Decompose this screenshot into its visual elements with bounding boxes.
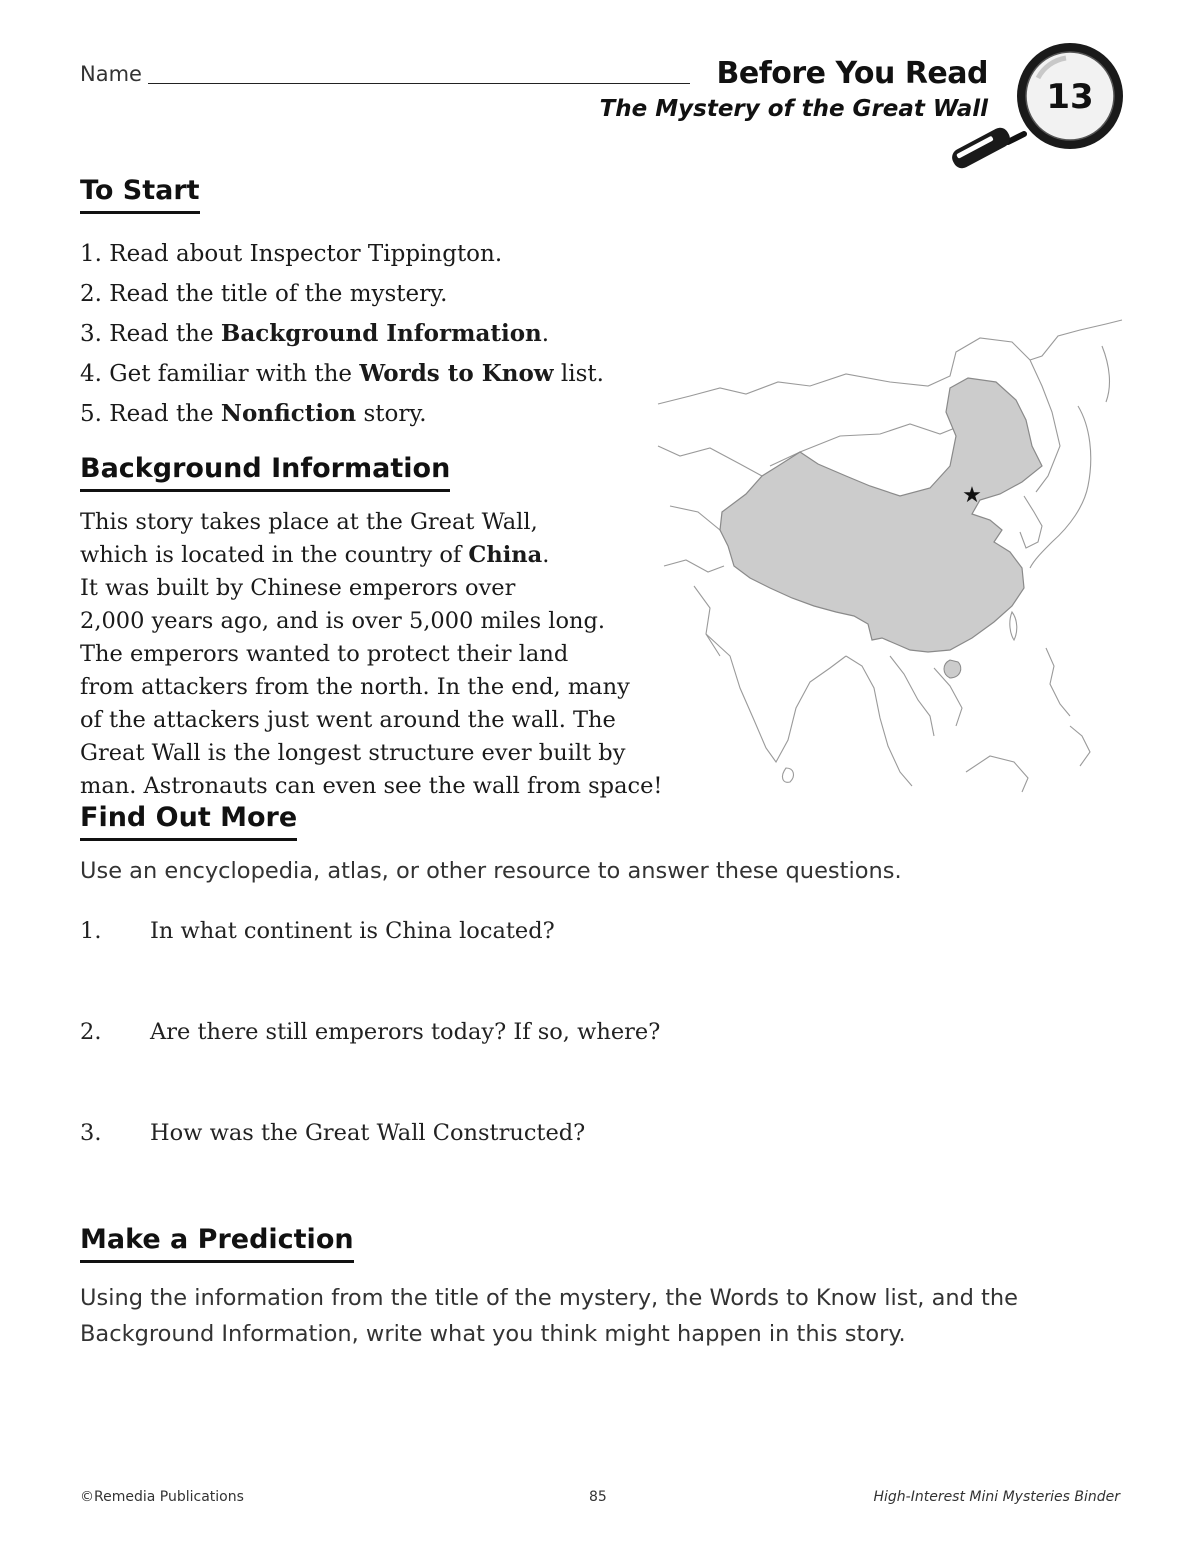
paragraph-line: Background Information, write what you think might happen in this story. <box>80 1321 906 1347</box>
prediction-instruction <box>80 1280 1120 1352</box>
paragraph-line: from attackers from the north. In the end, many <box>80 674 630 700</box>
paragraph-line: Great Wall is the longest structure ever built by <box>80 740 626 766</box>
footer-book-title: High-Interest Mini Mysteries Binder <box>873 1489 1120 1505</box>
background-paragraph <box>80 506 700 803</box>
list-item: 5. Read the Nonfiction story. <box>80 400 427 427</box>
list-item: 2. Read the title of the mystery. <box>80 281 448 307</box>
china-map <box>650 316 1128 796</box>
lesson-number: 13 <box>1046 77 1094 117</box>
paragraph-line: The emperors wanted to protect their land <box>80 641 569 667</box>
page-title: Before You Read <box>716 56 988 91</box>
background-heading: Background Information <box>80 454 450 492</box>
footer-page-number: 85 <box>589 1489 607 1505</box>
to-start-list <box>80 234 640 434</box>
paragraph-line: This story takes place at the Great Wall, <box>80 509 538 535</box>
name-input-line[interactable] <box>148 83 690 84</box>
find-out-more-heading: Find Out More <box>80 803 297 841</box>
question-1: 1. In what continent is China located? <box>80 918 555 944</box>
question-2: 2. Are there still emperors today? If so, where? <box>80 1019 661 1045</box>
footer-publisher: ©Remedia Publications <box>80 1489 244 1505</box>
to-start-heading: To Start <box>80 176 200 214</box>
list-item: 4. Get familiar with the Words to Know list. <box>80 360 604 387</box>
paragraph-line: of the attackers just went around the wall. The <box>80 707 616 733</box>
paragraph-line: It was built by Chinese emperors over <box>80 575 516 601</box>
paragraph-line: man. Astronauts can even see the wall from space! <box>80 773 663 799</box>
find-out-more-instruction: Use an encyclopedia, atlas, or other resource to answer these questions. <box>80 858 902 884</box>
china-region <box>720 378 1042 652</box>
paragraph-line: which is located in the country of China. <box>80 542 550 568</box>
list-item: 1. Read about Inspector Tippington. <box>80 241 503 267</box>
magnifying-glass-icon <box>946 38 1126 178</box>
page-subtitle: The Mystery of the Great Wall <box>599 96 988 122</box>
question-3: 3. How was the Great Wall Constructed? <box>80 1120 586 1146</box>
paragraph-line: 2,000 years ago, and is over 5,000 miles long. <box>80 608 606 634</box>
list-item: 3. Read the Background Information. <box>80 320 550 347</box>
paragraph-line: Using the information from the title of the mystery, the Words to Know list, and the <box>80 1285 1018 1311</box>
name-label: Name <box>80 62 142 86</box>
magnifier-handle <box>949 125 1024 172</box>
prediction-heading: Make a Prediction <box>80 1225 354 1263</box>
star-icon: ★ <box>962 483 982 508</box>
